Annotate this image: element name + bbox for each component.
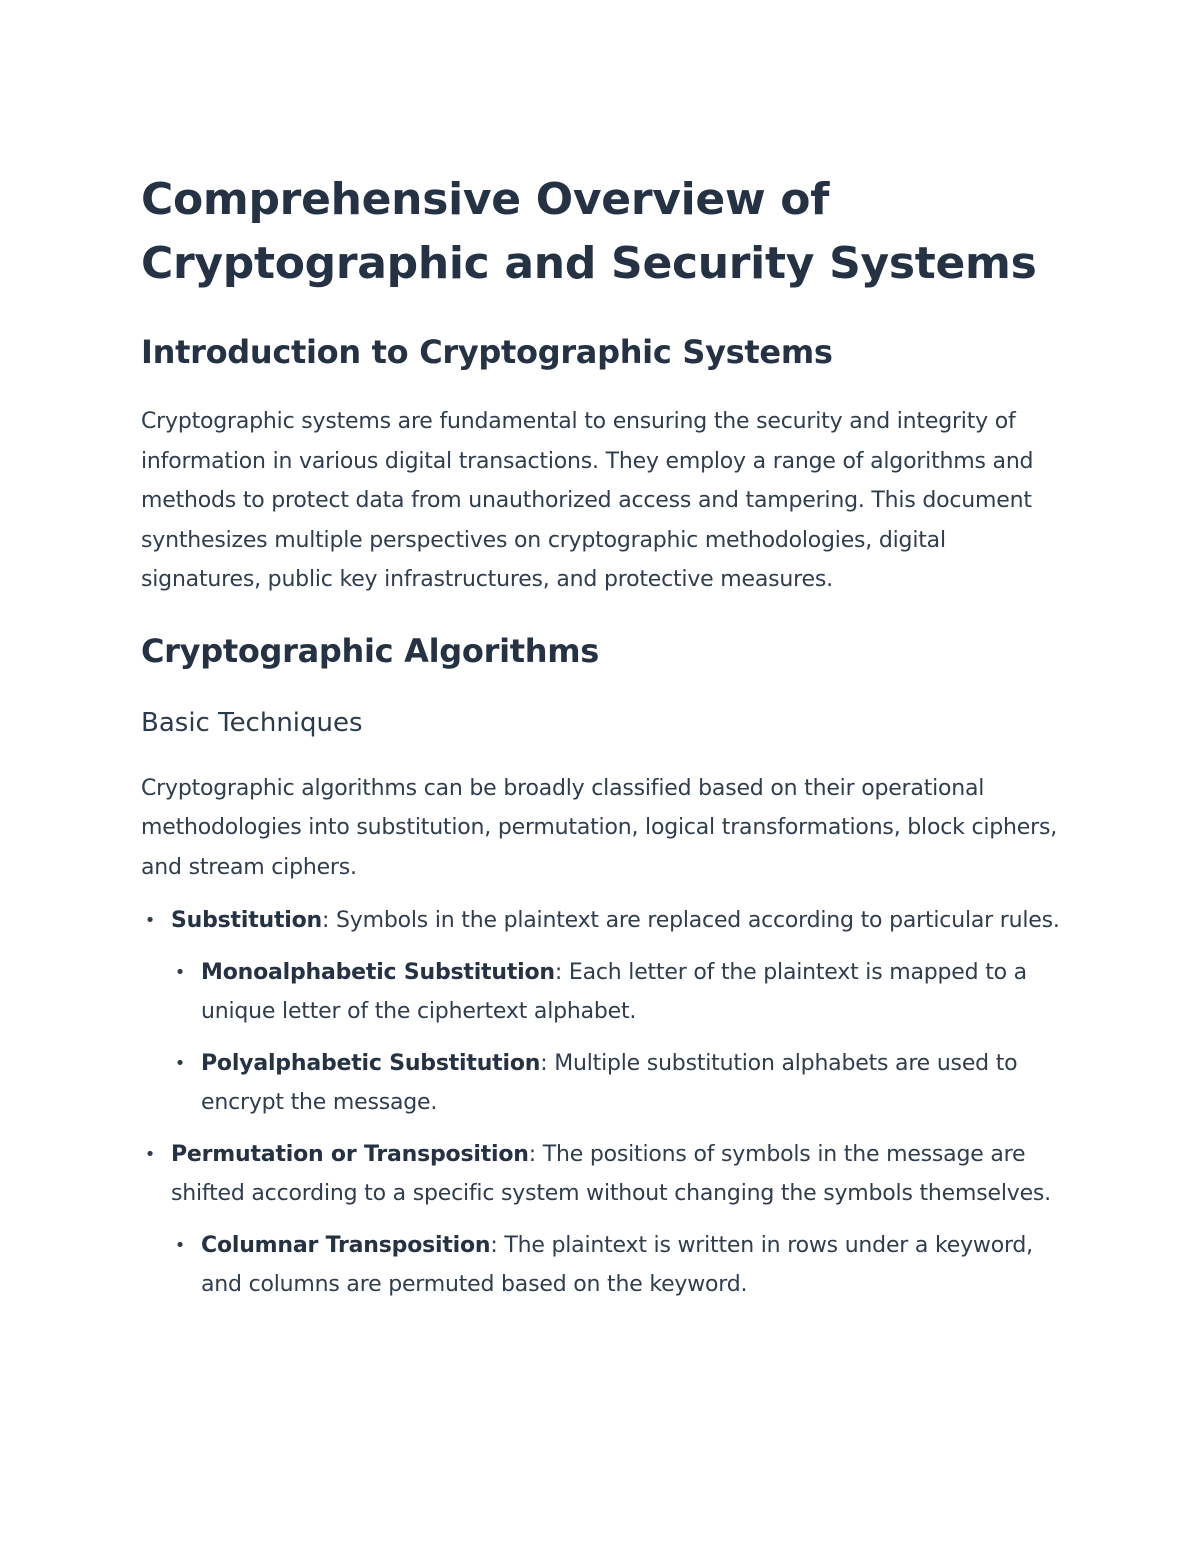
list-item-permutation <box>141 1135 1061 1305</box>
bullet-icon: • <box>174 961 186 983</box>
list-item-substitution <box>141 901 1061 1123</box>
section-heading-algorithms: Cryptographic Algorithms <box>141 631 600 670</box>
bullet-icon: • <box>174 1052 186 1074</box>
list-item-term: Polyalphabetic Substitution <box>201 1050 541 1076</box>
list-item-text: : Each letter of the plaintext is mapped to a unique letter of the ciphertext alphabet. <box>201 959 1027 1024</box>
list-item-text: : Symbols in the plaintext are replaced according to particular rules. <box>322 908 1060 933</box>
list-item-term: Monoalphabetic Substitution <box>201 959 555 985</box>
list-item-term: Permutation or Transposition <box>171 1141 529 1167</box>
introduction-paragraph: Cryptographic systems are fundamental to ensuring the security and integrity of information in various digital transactions. They employ a range of algorithms and methods to protect data from unauthorized access and tampering. This document synthesizes multiple perspectives on cryptographic methodologies, digital signatures, public key infrastructures, and protective measures. <box>141 409 1034 592</box>
document-title: Comprehensive Overview of Cryptographic and Security Systems <box>141 174 1037 289</box>
list-item-text: : Multiple substitution alphabets are used to encrypt the message. <box>201 1050 1018 1115</box>
section-heading-introduction: Introduction to Cryptographic Systems <box>141 333 833 371</box>
list-item-term: Columnar Transposition <box>201 1232 491 1258</box>
techniques-list <box>141 901 1061 1305</box>
list-item-columnar-transposition <box>171 1226 1061 1305</box>
subsection-heading-basic-techniques: Basic Techniques <box>141 707 363 738</box>
substitution-sublist <box>171 953 1061 1123</box>
list-item-text: : The positions of symbols in the message are shifted according to a specific system without changing the symbols themselves. <box>171 1141 1051 1206</box>
list-item-monoalphabetic <box>171 953 1061 1032</box>
list-item-term: Substitution <box>171 908 323 933</box>
bullet-icon: • <box>174 1234 186 1256</box>
bullet-icon: • <box>144 1143 156 1165</box>
bullet-icon: • <box>144 910 156 931</box>
list-item-text: : The plaintext is written in rows under a keyword, and columns are permuted based on the keyword. <box>201 1232 1033 1297</box>
basic-techniques-paragraph: Cryptographic algorithms can be broadly classified based on their operational methodologies into substitution, permutation, logical transformations, block ciphers, and stream ciphers. <box>141 775 1058 880</box>
list-item-polyalphabetic <box>171 1044 1061 1123</box>
permutation-sublist <box>171 1226 1061 1305</box>
document-page <box>141 168 1061 1305</box>
